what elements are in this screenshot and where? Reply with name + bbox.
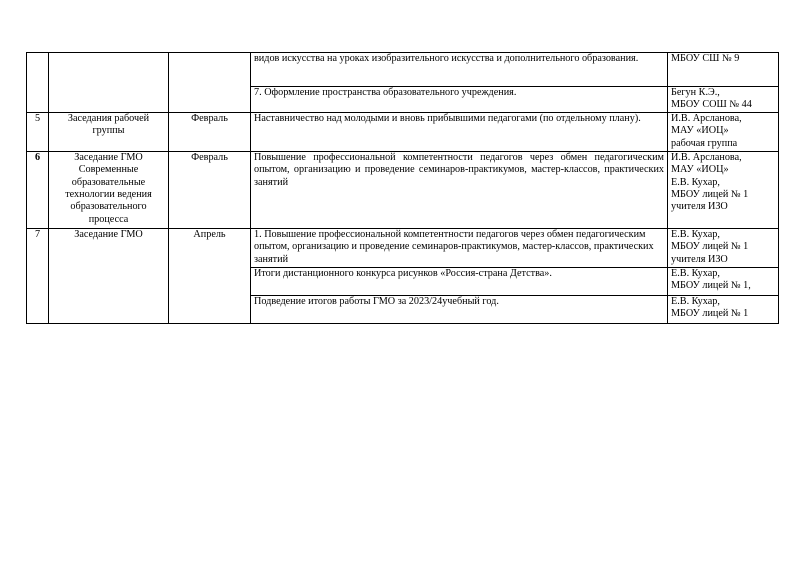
events-plan-table [26,52,779,324]
event-name-cell: Заседание ГМО [49,228,169,323]
responsible-line: МБОУ лицей № 1 [671,189,749,201]
table-row [27,228,779,267]
responsible-cell [668,112,779,151]
responsible-line: МБОУ СОШ № 44 [671,99,752,111]
responsible-cell [668,228,779,267]
topic-cell: 1. Повышение профессиональной компетентности педагогов через обмен педагогическим опытом, организацию и проведение семинаров-практикумов, мастер-классов, практических занятий [251,228,668,267]
row-number-cell: 6 [27,151,49,228]
table-row [27,53,779,87]
date-cell: Февраль [169,151,251,228]
event-name-cell: Заседание ГМО Современные образовательные технологии ведения образовательного процесса [49,151,169,228]
responsible-cell [668,295,779,323]
topic-cell: видов искусства на уроках изобразительного искусства и дополнительного образования. [251,53,668,87]
date-cell: Апрель [169,228,251,323]
topic-cell: 7. Оформление пространства образовательного учреждения. [251,87,668,113]
responsible-line: И.В. Арсланова, [671,151,742,163]
row-number-cell [27,53,49,113]
responsible-cell [668,151,779,228]
responsible-line: МБОУ лицей № 1, [671,280,751,292]
responsible-cell [668,53,779,87]
date-cell: Февраль [169,112,251,151]
table-row [27,112,779,151]
event-name-cell: Заседания рабочей группы [49,112,169,151]
responsible-line: Е.В. Кухар, [671,295,720,307]
responsible-line: МБОУ лицей № 1 [671,308,749,320]
responsible-line: Е.В. Кухар, [671,267,720,279]
responsible-line: Е.В. Кухар, [671,176,720,188]
responsible-line: учителя ИЗО [671,201,728,213]
responsible-line: рабочая группа [671,137,738,149]
event-name-cell [49,53,169,113]
responsible-line: МАУ «ИОЦ» [671,125,729,137]
responsible-line: Е.В. Кухар, [671,228,720,240]
table-row [27,151,779,228]
responsible-cell [668,267,779,295]
topic-cell: Наставничество над молодыми и вновь прибывшими педагогами (по отдельному плану). [251,112,668,151]
responsible-line: МБОУ лицей № 1 [671,241,749,253]
responsible-line: И.В. Арсланова, [671,112,742,124]
topic-cell: Итоги дистанционного конкурса рисунков «Россия-страна Детства». [251,267,668,295]
responsible-line: Бегун К.Э., [671,87,720,98]
responsible-cell [668,87,779,113]
responsible-line: МБОУ СШ № 9 [671,53,740,64]
topic-cell: Подведение итогов работы ГМО за 2023/24учебный год. [251,295,668,323]
responsible-line: учителя ИЗО [671,253,728,265]
responsible-line: МАУ «ИОЦ» [671,164,729,176]
date-cell [169,53,251,113]
row-number-cell: 7 [27,228,49,323]
topic-cell: Повышение профессиональной компетентности педагогов через обмен педагогическим опытом, организацию и проведение семинаров-практикумов, мастер-классов, практических занятий [251,151,668,228]
row-number-cell: 5 [27,112,49,151]
